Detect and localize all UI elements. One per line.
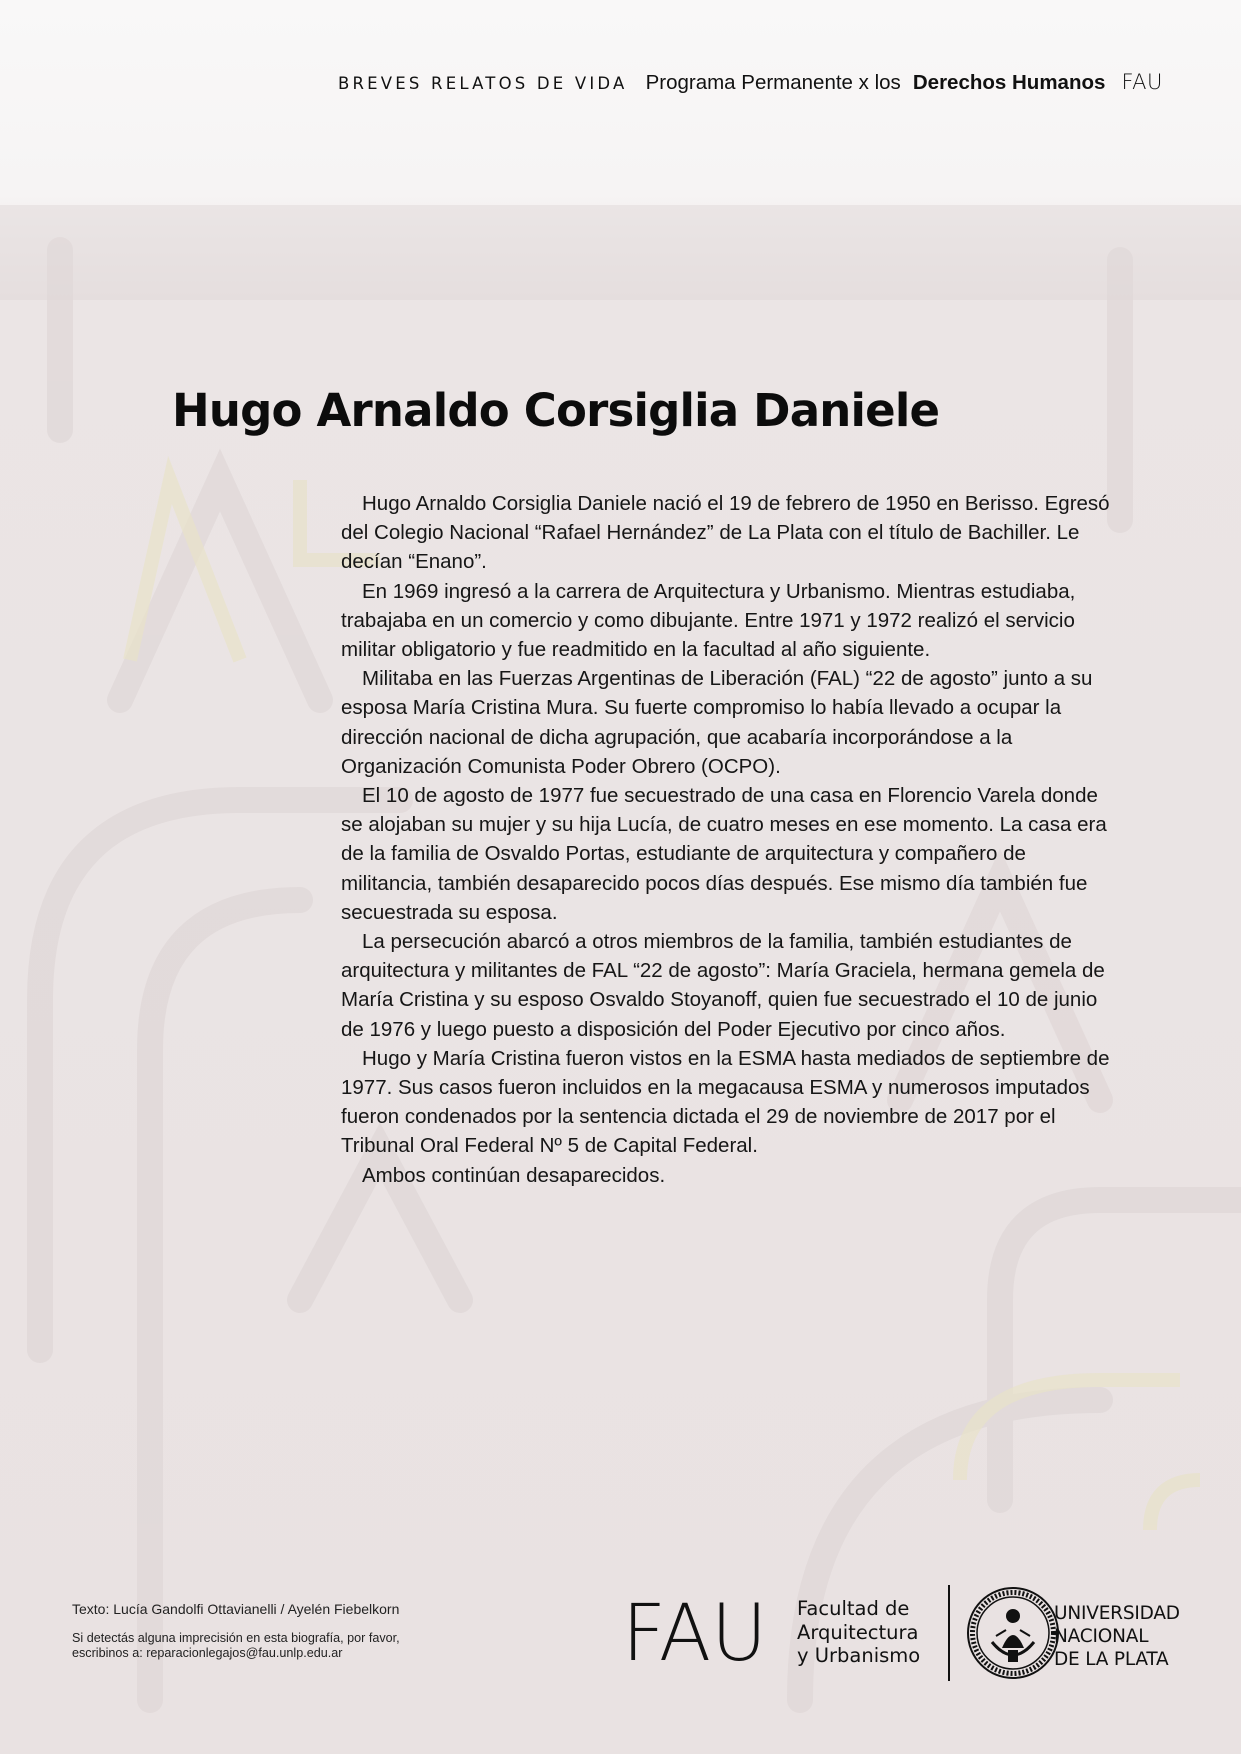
fau-logo-text: FAU: [622, 1596, 767, 1668]
faculty-name-line: Arquitectura: [797, 1620, 919, 1644]
series-title: BREVES RELATOS DE VIDA: [338, 74, 628, 93]
paragraph: En 1969 ingresó a la carrera de Arquitectura y Urbanismo. Mientras estudiaba, trabajaba en un comercio y como dibujante. Entre 1971 y 1972 realizó el servicio militar obligatorio y fue readmitido en la facultad al año siguiente.: [341, 579, 1076, 662]
paragraph: El 10 de agosto de 1977 fue secuestrado de una casa en Florencio Varela donde se alojaban su mujer y su hija Lucía, de cuatro meses en ese momento. La casa era de la familia de Osvaldo Portas, estudiante de arquitectura y compañero de militancia, también desaparecido pocos días después. Ese mismo día también fue secuestrada su esposa.: [341, 784, 1107, 924]
author-credit: Texto: Lucía Gandolfi Ottavianelli / Ayelén Fiebelkorn: [72, 1601, 400, 1617]
page-title: Hugo Arnaldo Corsiglia Daniele: [172, 384, 940, 437]
university-name-line: NACIONAL: [1054, 1626, 1149, 1647]
faculty-name-line: Facultad de: [797, 1597, 910, 1620]
faculty-name: [797, 1597, 947, 1668]
university-name: [1054, 1602, 1234, 1671]
paragraph: Hugo Arnaldo Corsiglia Daniele nació el 19 de febrero de 1950 en Berisso. Egresó del Colegio Nacional “Rafael Hernández” de La Plata con el título de Bachiller. Le decían “Enano”.: [341, 492, 1110, 574]
paragraph: La persecución abarcó a otros miembros de la familia, también estudiantes de arquitectura y militantes de FAL “22 de agosto”: María Graciela, hermana gemela de María Cristina y su esposo Osvaldo Stoyanoff, quien fue secuestrado el 10 de junio de 1976 y luego puesto a disposición del Poder Ejecutivo por cinco años.: [341, 930, 1105, 1041]
correction-note-email: escribinos a: reparacionlegajos@fau.unlp.edu.ar: [72, 1646, 343, 1660]
correction-note: [72, 1631, 492, 1661]
paragraph: Ambos continúan desaparecidos.: [362, 1163, 666, 1187]
program-title: Programa Permanente x los: [645, 71, 901, 94]
faculty-name-line: y Urbanismo: [797, 1644, 921, 1667]
header: [338, 70, 1178, 100]
paragraph: Militaba en las Fuerzas Argentinas de Liberación (FAL) “22 de agosto” junto a su esposa María Cristina Mura. Su fuerte compromiso lo había llevado a ocupar la dirección nacional de dicha agrupación, que acabaría incorporándose a la Organización Comunista Poder Obrero (OCPO).: [341, 667, 1093, 778]
university-name-line: DE LA PLATA: [1054, 1649, 1169, 1670]
program-brand: FAU: [1121, 70, 1163, 94]
unlp-seal-icon: [966, 1586, 1060, 1680]
credits: [72, 1601, 492, 1661]
biography-text: [341, 489, 1121, 1190]
university-name-line: UNIVERSIDAD: [1054, 1603, 1180, 1624]
program-title-bold: Derechos Humanos: [912, 71, 1106, 94]
correction-note-line: Si detectás alguna imprecisión en esta biografía, por favor,: [72, 1631, 400, 1645]
paragraph: Hugo y María Cristina fueron vistos en la ESMA hasta mediados de septiembre de 1977. Sus casos fueron incluidos en la megacausa ESMA y numerosos imputados fueron condenados por la sentencia dictada el 29 de noviembre de 2017 por el Tribunal Oral Federal Nº 5 de Capital Federal.: [341, 1046, 1110, 1158]
logo-divider: [948, 1585, 950, 1681]
fau-logo-icon: [622, 1596, 772, 1668]
